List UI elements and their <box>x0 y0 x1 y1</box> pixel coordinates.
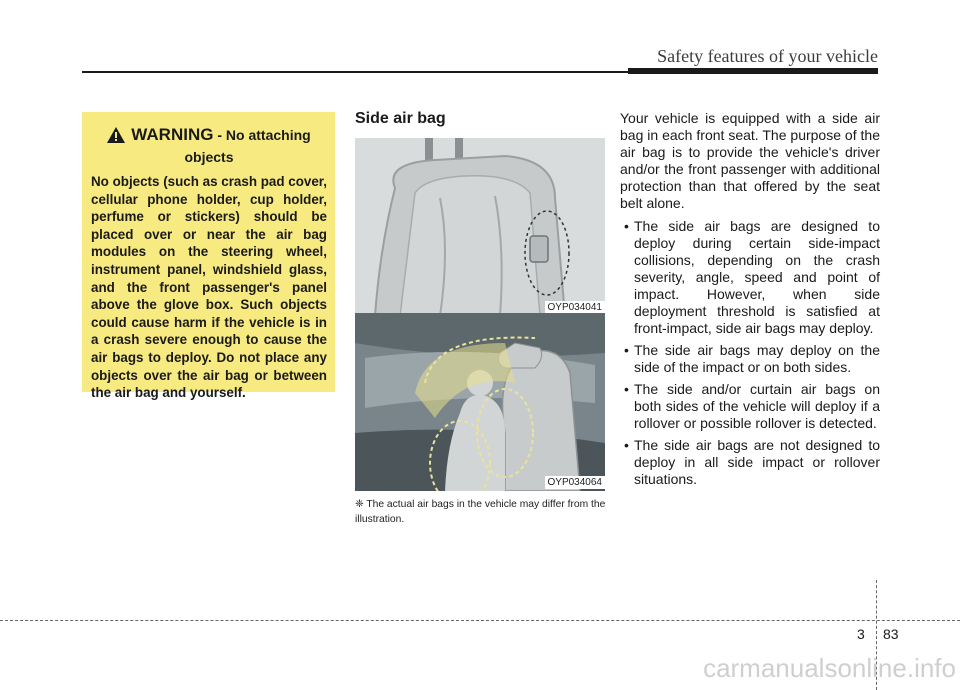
body-text-column <box>620 110 880 493</box>
caption-symbol: ❈ <box>355 499 364 510</box>
warning-word: WARNING <box>131 125 214 144</box>
section-title: Side air bag <box>355 110 446 127</box>
illustration-code-top: OYP034041 <box>545 301 606 314</box>
caption-text: The actual air bags in the vehicle may differ from the illustration. <box>355 499 606 525</box>
header-rule <box>82 71 878 73</box>
warning-triangle-icon <box>107 127 125 148</box>
page-number: 83 <box>883 626 899 642</box>
illustration-caption <box>355 497 607 527</box>
warning-box <box>82 112 335 401</box>
seat-side-airbag-illustration <box>355 138 605 316</box>
intro-paragraph: Your vehicle is equipped with a side air bag in each front seat. The purpose of the air bag is to provide the vehicle's driver and/or the front passenger with additional protection than that offered by the seat belt alone. <box>620 110 880 211</box>
bullet-item: • The side air bags may deploy on the side of the impact or on both sides. <box>620 342 880 376</box>
chapter-number: 3 <box>857 626 865 642</box>
watermark: carmanualsonline.info <box>703 653 956 683</box>
bullet-list <box>620 218 880 488</box>
bullet-item: • The side air bags are not designed to deploy in all side impact or rollover situations. <box>620 437 880 488</box>
warning-body: No objects (such as crash pad cover, cellular phone holder, cup holder, perfume or stickers) should be placed over or near the air bag modules on the steering wheel, instrument panel, windshield glass, and the front passenger's panel above the glove box. Such objects could cause harm if the vehicle is in a crash severe enough to cause the air bags to deploy. Do not place any objects over the air bag or between the air bag and yourself. <box>91 174 327 401</box>
side-airbag-deployment-illustration <box>355 313 605 491</box>
bullet-item: • The side and/or curtain air bags on both sides of the vehicle will deploy if a rollover or possible rollover is detected. <box>620 381 880 432</box>
seat-side-airbag-icon <box>355 138 605 316</box>
illustration-code-bottom: OYP034064 <box>545 476 606 489</box>
side-airbag-deployment-icon <box>355 313 605 491</box>
warning-heading <box>91 126 327 167</box>
warning-subtitle: - No attaching objects <box>184 127 311 165</box>
footer-rule <box>0 620 960 621</box>
page-header-title: Safety features of your vehicle <box>657 46 878 66</box>
bullet-item: • The side air bags are designed to deploy during certain side-impact collisions, depending on the crash severity, angle, speed and point of impact. However, when side deployment threshold is satisfied at front-impact, side air bags may deploy. <box>620 218 880 337</box>
